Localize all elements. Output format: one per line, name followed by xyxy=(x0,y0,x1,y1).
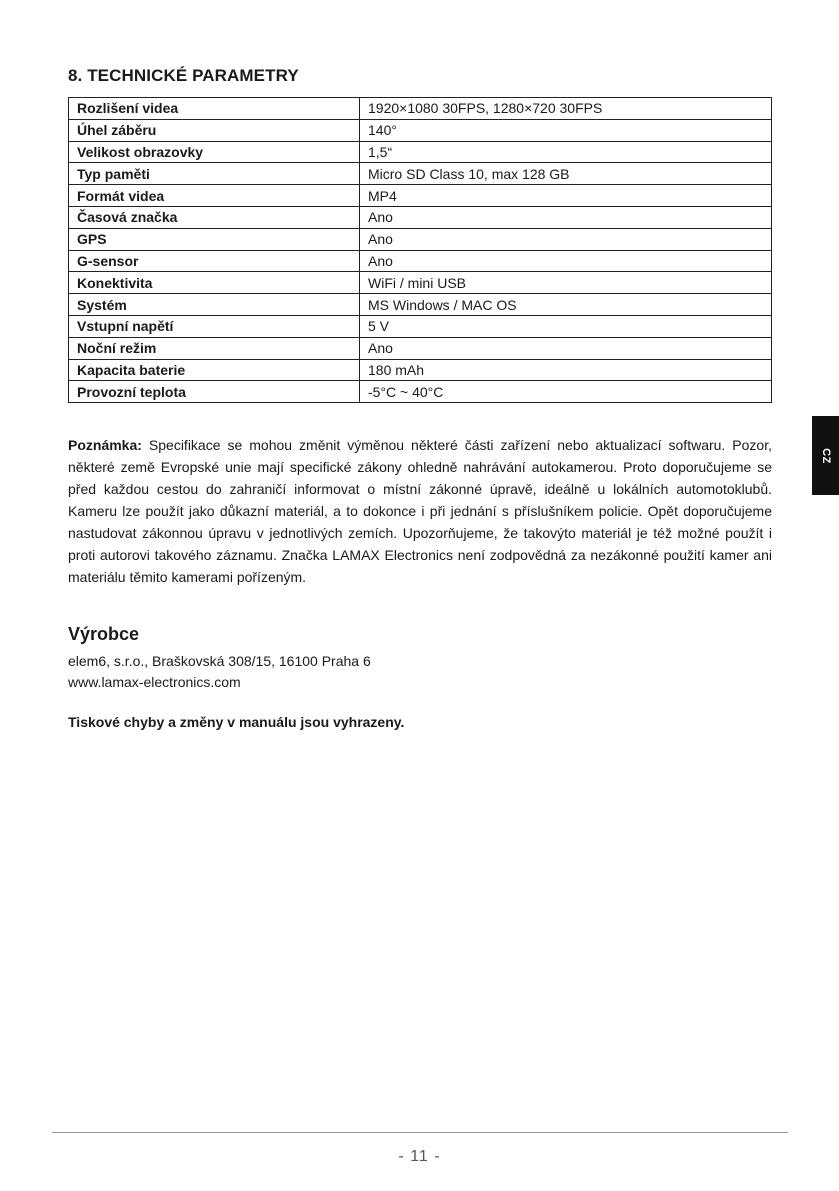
spec-value: Ano xyxy=(360,250,772,272)
spec-label: Kapacita baterie xyxy=(69,359,360,381)
footer-divider xyxy=(52,1132,788,1133)
spec-label: Noční režim xyxy=(69,337,360,359)
spec-row xyxy=(69,272,772,294)
spec-row xyxy=(69,141,772,163)
spec-row xyxy=(69,294,772,316)
spec-row xyxy=(69,359,772,381)
spec-row xyxy=(69,119,772,141)
disclaimer: Tiskové chyby a změny v manuálu jsou vyhrazeny. xyxy=(68,714,405,730)
spec-table xyxy=(68,97,772,403)
manufacturer-heading: Výrobce xyxy=(68,624,140,644)
spec-value: Micro SD Class 10, max 128 GB xyxy=(360,163,772,185)
spec-row xyxy=(69,337,772,359)
spec-row xyxy=(69,228,772,250)
spec-value: WiFi / mini USB xyxy=(360,272,772,294)
spec-label: G-sensor xyxy=(69,250,360,272)
spec-label: GPS xyxy=(69,228,360,250)
spec-value: 1920×1080 30FPS, 1280×720 30FPS xyxy=(360,98,772,120)
spec-value: 180 mAh xyxy=(360,359,772,381)
manufacturer-address: elem6, s.r.o., Braškovská 308/15, 16100 Praha 6 xyxy=(68,653,371,669)
note-paragraph xyxy=(68,434,772,588)
note-label: Poznámka: xyxy=(68,437,142,453)
spec-value: -5°C ~ 40°C xyxy=(360,381,772,403)
spec-value: Ano xyxy=(360,337,772,359)
spec-label: Konektivita xyxy=(69,272,360,294)
spec-label: Rozlišení videa xyxy=(69,98,360,120)
language-tab-label: CZ xyxy=(819,447,832,464)
page-number: - 11 - xyxy=(398,1148,441,1165)
spec-row xyxy=(69,98,772,120)
spec-label: Velikost obrazovky xyxy=(69,141,360,163)
note-text: Specifikace se mohou změnit výměnou některé části zařízení nebo aktualizací softwaru. Pozor, některé země Evropské unie mají specifické zákony ohledně nahrávání autokamerou. Proto doporučujeme se před každou cestou do zahraničí informovat o místní zákonné úpravě, ideálně u lokálních automotoklubů. Kameru lze použít jako důkazní materiál, a to dokonce i při jednání s příslušníkem policie. Opět doporučujeme nastudovat zákonnou úpravu v jednotlivých zemích. Upozorňujeme, že takovýto materiál je též možné použít i proti autorovi takového záznamu. Značka LAMAX Electronics není zodpovědná za nezákonné použití kamer ani materiálu těmito kamerami pořízeným. xyxy=(68,437,772,585)
spec-label: Časová značka xyxy=(69,206,360,228)
spec-value: 5 V xyxy=(360,315,772,337)
spec-row xyxy=(69,315,772,337)
spec-label: Typ paměti xyxy=(69,163,360,185)
spec-row xyxy=(69,163,772,185)
spec-value: MS Windows / MAC OS xyxy=(360,294,772,316)
spec-row xyxy=(69,185,772,207)
spec-label: Formát videa xyxy=(69,185,360,207)
section-title: 8. TECHNICKÉ PARAMETRY xyxy=(68,66,299,85)
spec-label: Provozní teplota xyxy=(69,381,360,403)
spec-table-body xyxy=(69,98,772,403)
spec-label: Systém xyxy=(69,294,360,316)
spec-value: Ano xyxy=(360,228,772,250)
spec-label: Vstupní napětí xyxy=(69,315,360,337)
manufacturer-website: www.lamax-electronics.com xyxy=(68,674,241,690)
spec-value: MP4 xyxy=(360,185,772,207)
spec-row xyxy=(69,250,772,272)
language-tab xyxy=(812,416,839,495)
spec-row xyxy=(69,381,772,403)
spec-value: Ano xyxy=(360,206,772,228)
spec-label: Úhel záběru xyxy=(69,119,360,141)
spec-value: 140° xyxy=(360,119,772,141)
spec-row xyxy=(69,206,772,228)
spec-value: 1,5“ xyxy=(360,141,772,163)
